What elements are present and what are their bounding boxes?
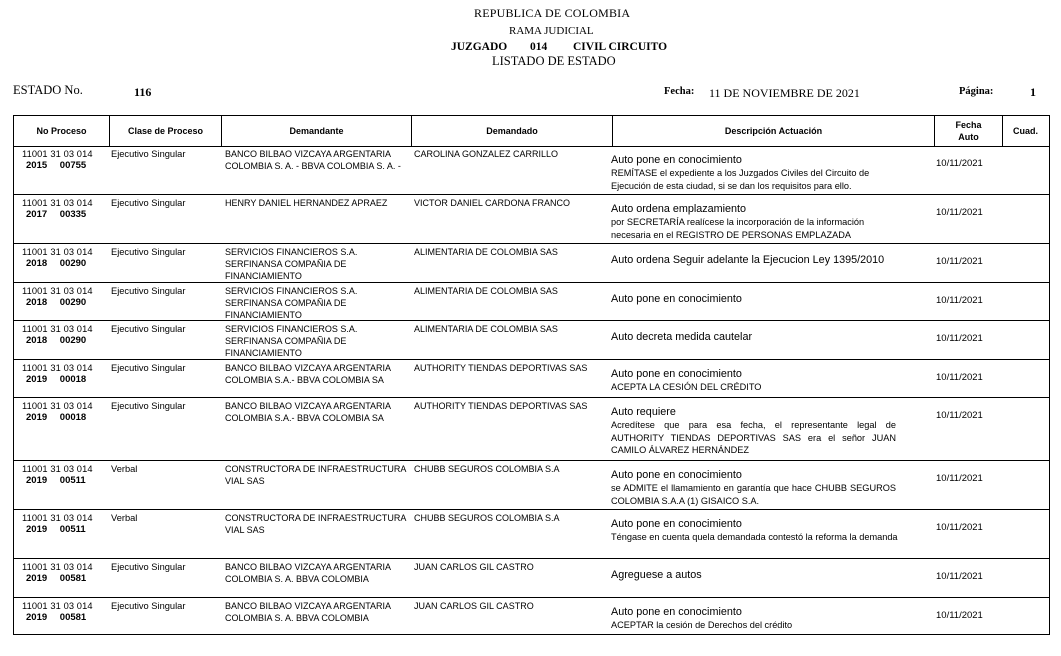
fecha-label: Fecha: (664, 86, 695, 97)
table-row (14, 146, 1049, 195)
proceso-year: 2019 (26, 374, 48, 385)
demandado: CHUBB SEGUROS COLOMBIA S.A (414, 513, 560, 523)
proceso-year: 2019 (26, 524, 48, 535)
proceso-code: 11001 31 03 014 (22, 247, 93, 257)
country-heading: REPUBLICA DE COLOMBIA (474, 6, 631, 20)
proceso-code: 11001 31 03 014 (22, 324, 93, 334)
estado-number: 116 (134, 85, 152, 99)
clase-proceso: Verbal (111, 513, 138, 523)
descripcion-actuacion (611, 518, 905, 544)
actuacion-body: Téngase en cuenta quela demandada contestó la reforma la demanda (611, 532, 898, 542)
court-type: CIVIL CIRCUITO (573, 41, 668, 53)
proceso-num: 00290 (59, 335, 87, 346)
demandante: SERVICIOS FINANCIEROS S.A. SERFINANSA COMPAÑIA DE FINANCIAMIENTO (225, 286, 358, 320)
court-number: 014 (530, 41, 548, 53)
fecha-auto: 10/11/2021 (936, 610, 983, 621)
proceso-year: 2018 (26, 258, 48, 269)
column-header-no-proceso: No Proceso (14, 116, 110, 146)
fecha-auto: 10/11/2021 (936, 295, 983, 306)
table-row (14, 461, 1049, 510)
proceso-num: 00755 (59, 160, 87, 171)
proceso-code: 11001 31 03 014 (22, 198, 93, 208)
proceso-code: 11001 31 03 014 (22, 601, 93, 611)
column-header-demandante: Demandante (222, 116, 412, 146)
proceso-num: 00290 (59, 258, 87, 269)
proceso-code: 11001 31 03 014 (22, 149, 93, 159)
clase-proceso: Ejecutivo Singular (111, 601, 186, 611)
table-row (14, 398, 1049, 461)
demandado: JUAN CARLOS GIL CASTRO (414, 601, 534, 611)
proceso-code: 11001 31 03 014 (22, 286, 93, 296)
clase-proceso: Ejecutivo Singular (111, 324, 186, 334)
clase-proceso: Ejecutivo Singular (111, 149, 186, 159)
proceso-code: 11001 31 03 014 (22, 562, 93, 572)
table-row (14, 510, 1049, 559)
fecha-auto: 10/11/2021 (936, 410, 983, 421)
actuacion-body: por SECRETARÍA realícese la incorporación de la información necesaria en el REGISTRO DE PERSONAS EMPLAZADA (611, 217, 865, 240)
descripcion-actuacion (611, 254, 905, 267)
descripcion-actuacion (611, 154, 905, 192)
demandado: AUTHORITY TIENDAS DEPORTIVAS SAS (414, 363, 588, 373)
proceso-num: 00290 (59, 297, 87, 308)
demandado: JUAN CARLOS GIL CASTRO (414, 562, 534, 572)
column-header-cuad: Cuad. (1012, 126, 1038, 136)
proceso-num: 00581 (59, 573, 87, 584)
proceso-year: 2019 (26, 475, 48, 486)
proceso-year: 2018 (26, 297, 48, 308)
descripcion-actuacion (611, 293, 905, 306)
fecha-auto: 10/11/2021 (936, 256, 983, 267)
actuacion-title: Auto ordena Seguir adelante la Ejecucion Ley 1395/2010 (611, 254, 885, 266)
court-label: JUZGADO (451, 41, 508, 53)
demandante: CONSTRUCTORA DE INFRAESTRUCTURA VIAL SAS (225, 513, 406, 535)
fecha-auto: 10/11/2021 (936, 473, 983, 484)
proceso-number (26, 524, 86, 536)
proceso-number (26, 573, 86, 585)
list-title: LISTADO DE ESTADO (492, 54, 616, 68)
demandante: SERVICIOS FINANCIEROS S.A. SERFINANSA COMPAÑIA DE FINANCIAMIENTO (225, 247, 358, 281)
column-header-fecha-auto (935, 116, 1003, 146)
proceso-year: 2018 (26, 335, 48, 346)
proceso-year: 2019 (26, 412, 48, 423)
table-row (14, 321, 1049, 360)
proceso-number (26, 297, 86, 309)
fecha-auto: 10/11/2021 (936, 158, 983, 169)
actuacion-body: ACEPTA LA CESIÓN DEL CRÉDITO (611, 382, 762, 392)
estado-label: ESTADO No. (13, 83, 83, 97)
proceso-code: 11001 31 03 014 (22, 401, 93, 411)
demandado: ALIMENTARIA DE COLOMBIA SAS (414, 286, 558, 296)
proceso-num: 00018 (59, 412, 87, 423)
table-row (14, 244, 1049, 283)
fecha-header-line2: Auto (958, 132, 979, 142)
actuacion-title: Auto pone en conocimiento (611, 293, 742, 305)
actuacion-body: ACEPTAR la cesión de Derechos del crédito (611, 620, 793, 630)
demandante: HENRY DANIEL HERNANDEZ APRAEZ (225, 198, 388, 208)
column-header-demandado: Demandado (412, 116, 613, 146)
proceso-number (26, 475, 86, 487)
proceso-year: 2017 (26, 209, 48, 220)
demandado: VICTOR DANIEL CARDONA FRANCO (414, 198, 571, 208)
proceso-year: 2019 (26, 612, 48, 623)
demandado: CHUBB SEGUROS COLOMBIA S.A (414, 464, 560, 474)
proceso-code: 11001 31 03 014 (22, 363, 93, 373)
proceso-number (26, 412, 86, 424)
column-header-descripcion: Descripción Actuación (613, 116, 935, 146)
proceso-number (26, 258, 86, 270)
estado-table (13, 115, 1050, 635)
table-row (14, 360, 1049, 398)
actuacion-body: se ADMITE el llamamiento en garantía que hace CHUBB SEGUROS COLOMBIA S.A.A (1) GISAICO S.A. (611, 483, 896, 506)
branch-heading: RAMA JUDICIAL (509, 25, 594, 37)
demandante: CONSTRUCTORA DE INFRAESTRUCTURA VIAL SAS (225, 464, 406, 486)
proceso-number (26, 335, 86, 347)
fecha-auto: 10/11/2021 (936, 372, 983, 383)
actuacion-body: REMÍTASE el expediente a los Juzgados Civiles del Circuito de Ejecución de esta ciudad, si se dan los requisitos para ello. (611, 168, 870, 191)
proceso-number (26, 209, 86, 221)
proceso-code: 11001 31 03 014 (22, 464, 93, 474)
proceso-year: 2015 (26, 160, 48, 171)
proceso-number (26, 374, 86, 386)
proceso-num: 00511 (59, 524, 86, 535)
table-row (14, 598, 1049, 633)
descripcion-actuacion (611, 469, 905, 507)
demandante: BANCO BILBAO VIZCAYA ARGENTARIA COLOMBIA S. A. - BBVA COLOMBIA S. A. - (225, 149, 401, 171)
fecha-auto: 10/11/2021 (936, 571, 983, 582)
proceso-num: 00511 (59, 475, 86, 486)
actuacion-title: Auto decreta medida cautelar (611, 331, 753, 343)
proceso-code: 11001 31 03 014 (22, 513, 93, 523)
column-header-clase: Clase de Proceso (110, 116, 222, 146)
pagina-value: 1 (1030, 85, 1036, 99)
demandado: ALIMENTARIA DE COLOMBIA SAS (414, 324, 558, 334)
table-row (14, 195, 1049, 244)
table-row (14, 283, 1049, 321)
demandado: ALIMENTARIA DE COLOMBIA SAS (414, 247, 558, 257)
demandado: AUTHORITY TIENDAS DEPORTIVAS SAS (414, 401, 588, 411)
clase-proceso: Verbal (111, 464, 138, 474)
fecha-auto: 10/11/2021 (936, 207, 983, 218)
actuacion-title: Auto pone en conocimiento (611, 368, 742, 380)
clase-proceso: Ejecutivo Singular (111, 363, 186, 373)
demandante: BANCO BILBAO VIZCAYA ARGENTARIA COLOMBIA S.A.- BBVA COLOMBIA SA (225, 363, 391, 385)
actuacion-title: Auto pone en conocimiento (611, 606, 742, 618)
fecha-auto: 10/11/2021 (936, 333, 983, 344)
fecha-auto: 10/11/2021 (936, 522, 983, 533)
clase-proceso: Ejecutivo Singular (111, 401, 186, 411)
descripcion-actuacion (611, 331, 905, 344)
actuacion-title: Auto pone en conocimiento (611, 154, 742, 166)
proceso-num: 00581 (59, 612, 87, 623)
clase-proceso: Ejecutivo Singular (111, 198, 186, 208)
table-row (14, 559, 1049, 598)
actuacion-title: Auto pone en conocimiento (611, 518, 742, 530)
actuacion-body: Acredítese que para esa fecha, el representante legal de AUTHORITY TIENDAS DEPORTIVAS SAS era el señor JUAN CAMILO ÁLVAREZ HERNÁNDEZ (611, 420, 896, 455)
actuacion-title: Auto pone en conocimiento (611, 469, 742, 481)
demandante: SERVICIOS FINANCIEROS S.A. SERFINANSA COMPAÑIA DE FINANCIAMIENTO (225, 324, 358, 358)
descripcion-actuacion (611, 569, 905, 582)
demandante: BANCO BILBAO VIZCAYA ARGENTARIA COLOMBIA S. A. BBVA COLOMBIA (225, 601, 391, 623)
proceso-number (26, 160, 86, 172)
demandante: BANCO BILBAO VIZCAYA ARGENTARIA COLOMBIA S.A.- BBVA COLOMBIA SA (225, 401, 391, 423)
clase-proceso: Ejecutivo Singular (111, 247, 186, 257)
proceso-num: 00335 (59, 209, 87, 220)
descripcion-actuacion (611, 406, 905, 457)
clase-proceso: Ejecutivo Singular (111, 286, 186, 296)
actuacion-title: Auto ordena emplazamiento (611, 203, 747, 215)
descripcion-actuacion (611, 368, 905, 394)
pagina-label: Página: (959, 86, 994, 97)
proceso-number (26, 612, 86, 624)
proceso-year: 2019 (26, 573, 48, 584)
clase-proceso: Ejecutivo Singular (111, 562, 186, 572)
proceso-num: 00018 (59, 374, 87, 385)
fecha-value: 11 DE NOVIEMBRE DE 2021 (709, 86, 860, 100)
descripcion-actuacion (611, 203, 905, 241)
descripcion-actuacion (611, 606, 905, 632)
actuacion-title: Agreguese a autos (611, 569, 702, 581)
demandante: BANCO BILBAO VIZCAYA ARGENTARIA COLOMBIA S. A. BBVA COLOMBIA (225, 562, 391, 584)
actuacion-title: Auto requiere (611, 406, 676, 418)
fecha-header-line1: Fecha (955, 120, 982, 130)
demandado: CAROLINA GONZALEZ CARRILLO (414, 149, 559, 159)
